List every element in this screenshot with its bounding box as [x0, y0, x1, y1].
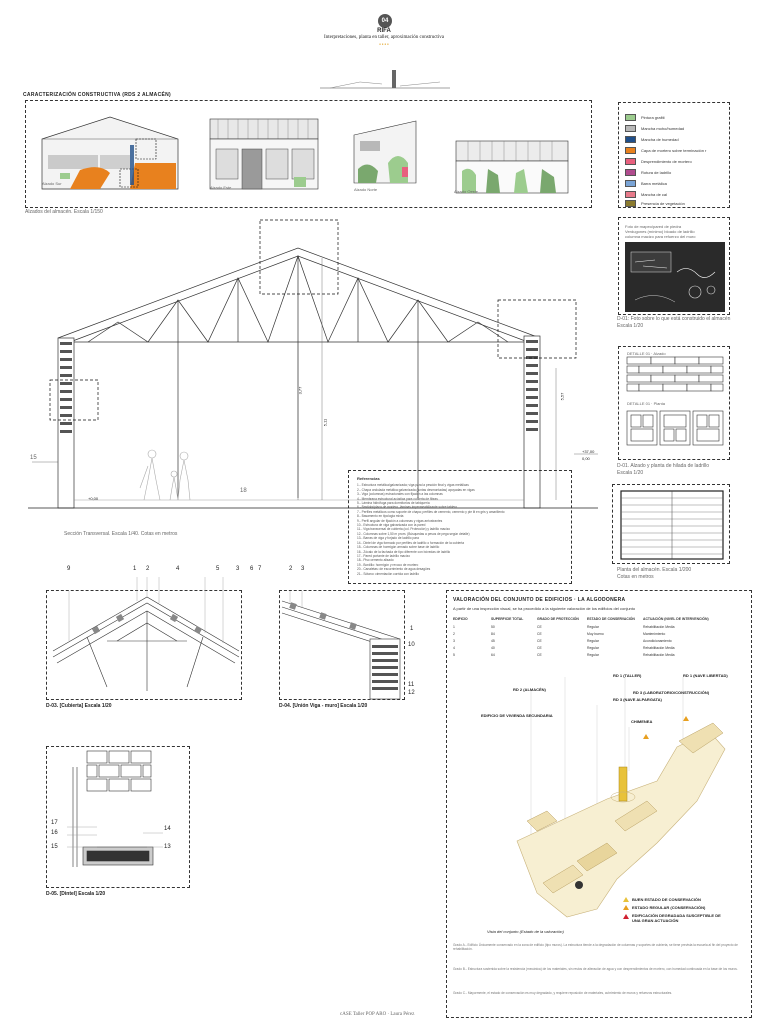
callout-label: RD 1 (TALLER)	[613, 673, 642, 678]
callout-number: 14	[164, 826, 171, 832]
legend-swatch	[625, 169, 636, 176]
photo-caption: D-01: Foto sobre lo que está construido el almacén	[617, 316, 731, 322]
valoracion-paragraph: Grado A.- Edificio Únicamente conservado en la zona de edificio (tipo muros). La estructura tiende a la degradación de columnas y soportes de cubierta, se tiene prevista la escuela al fin del proyecto de rehabilitación.	[453, 943, 738, 952]
elevations-caption: Alzados del almacén. Escala 1/150	[25, 209, 103, 215]
table-row: 5 64 CE Regular Rehabilitación Media	[453, 653, 675, 657]
callout-number: 6	[250, 566, 254, 572]
valoracion-box	[446, 590, 752, 1018]
key-triangle-icon	[623, 905, 629, 910]
dim-label: 18	[240, 488, 247, 494]
note-item: 9.- Perfil angular de fijación a columnas y vigas arriostrantes	[357, 518, 443, 523]
note-item: 12.- Columnas sobre 1,50 m prom. (Búsquedas a pesos de pega según detalle)	[357, 531, 470, 536]
legend-item: Desprendimiento de mortero	[625, 157, 692, 165]
note-item: 4.- Membrana estructural acústica para cubierta de fibras	[357, 496, 438, 501]
key-item: EDIFICACIÓN DEGRADADA SUSCEPTIBLE DE UNA GRAN ACTUACIÓN	[623, 913, 728, 923]
elevation-south	[40, 115, 180, 191]
brick-elevation	[627, 357, 723, 391]
legend-box	[618, 102, 730, 208]
note-item: 6.- Bastidor/placa de mortero, láminas impermeabilizante sobre tablero	[357, 505, 458, 510]
detail-union-drawing	[280, 591, 406, 701]
note-item: 11.- Viga transversal de cubierta (col. Protección) y ladrillo macizo	[357, 527, 451, 532]
skyline-sketch	[320, 64, 450, 90]
callout-number: 1	[410, 626, 414, 632]
note-item: 7.- Perfiles metálicos como soporte de chapa; perfiles de cemento, cemento y pie lit en gris y amarillento	[357, 509, 505, 514]
elevation-east	[208, 115, 320, 191]
elevation-west	[454, 139, 570, 195]
header-subtitle: Interpretaciones, planta en taller, aproximación constructiva	[324, 35, 444, 40]
caracterizacion-title: CARACTERIZACIÓN CONSTRUCTIVA (RDS 2 ALMACÉN)	[23, 92, 172, 98]
note-item: 10.- Estructura de viga galvanizada con la pared	[357, 523, 426, 528]
map-caption: Vista del conjunto (Estado de la valoración)	[487, 929, 564, 934]
dim-label: 5,57	[559, 392, 565, 401]
valoracion-paragraph: Grado B.- Estructura sostenida sobre la resistencia (mecánica) de los materiales, sin restos de alteración de agua y con desprendimientos de mortero, con humedad continuada en la base de los muros.	[453, 967, 738, 971]
dim-label: +37,00	[582, 449, 595, 454]
dim-label: 5,11	[322, 418, 328, 427]
legend-swatch	[625, 125, 636, 132]
elevation-label-north: Alzado Norte	[354, 187, 378, 192]
notes-box	[348, 470, 572, 584]
dim-label: 3,77	[297, 386, 303, 395]
table-row: 1 50 CE Regular Rehabilitación Media	[453, 625, 675, 629]
callout-number: 9	[67, 566, 71, 572]
note-item: 3.- Viga (columnas) estructurales con fijación a las columnas	[357, 492, 443, 497]
header	[0, 10, 768, 50]
header-badge: 04	[378, 14, 392, 28]
note-item: 13.- Barras de viga y forjado de ladrillo para	[357, 536, 419, 541]
dim-label: +0,00	[88, 496, 99, 501]
elevation-label-west: Alzado Oeste	[454, 189, 479, 194]
note-item: 15.- Columnas de hormigón armado sobre base de ladrillo	[357, 545, 440, 550]
callout-number: 4	[176, 566, 180, 572]
note-item: 2.- Chapa ondulada metálica galvanizada (juntas desmontadas) apoyadas en vigas	[357, 487, 475, 492]
callout-number: 10	[408, 642, 415, 648]
legend-item: Barra metálica	[625, 179, 667, 187]
callout-number: 2	[289, 566, 293, 572]
detail-cubierta-caption: D-03. [Cubierta] Escala 1/20	[46, 703, 112, 709]
valoracion-paragraph: Grado C.- Mayormente, el estado de conservación es muy degradado, y requiere reposición de materiales, cubrimiento de muros y refuerzos estructurales.	[453, 991, 673, 995]
callout-number: 11	[408, 682, 415, 688]
photo-text: Foto de mapeo/pared de piedra Verdugones (mínimo) bloado de ladrillo columna macizo para refuerzo del muro	[625, 224, 696, 239]
photo-scale: Escala 1/20	[617, 323, 644, 329]
callout-label: RD 3 (NAVE ALPARGATA)	[613, 697, 662, 702]
detail-dintel-drawing	[47, 747, 191, 889]
legend-swatch	[625, 147, 636, 154]
callout-number: 3	[301, 566, 305, 572]
note-item: 17.- Pared portante de ladrillo macizo	[357, 553, 410, 558]
note-item: 18.- Piso cemento alisado	[357, 558, 394, 563]
brick-label-b: DETALLE 01 · Planta	[627, 401, 665, 406]
callout-label: RD 3 (LABORATORIO/CONSTRUCCIÓN)	[633, 690, 710, 695]
callout-number: 13	[164, 844, 171, 850]
elevations-box	[25, 100, 592, 208]
key-item: ESTADO REGULAR (CONSERVACIÓN)	[623, 905, 728, 910]
key-triangle-icon	[623, 914, 629, 919]
detail-cubierta-box	[46, 590, 242, 700]
legend-item: Mancha de humedad	[625, 135, 679, 143]
header-code: RIFA	[377, 28, 391, 34]
photo-image	[625, 242, 725, 312]
table-header: EDIFICIO SUPERFICIE TOTAL GRADO DE PROTECCIÓN ESTADO DE CONSERVACIÓN ACTUACIÓN (NIVEL DE INTERVENCIÓN)	[453, 617, 709, 621]
callout-number: 1	[133, 566, 137, 572]
note-item: 14.- Dintel de viga formado por perfiles de ladrillo o formación de la cubierta	[357, 540, 465, 545]
valoracion-title: VALORACIÓN DEL CONJUNTO DE EDIFICIOS · LA ALGODONERA	[453, 597, 626, 603]
note-item: 1.- Estructura metálica/galvanizada; viga para la pesción final y vigas metálicas	[357, 483, 469, 488]
table-row: 2 84 CE Muy bueno Mantenimiento	[453, 632, 666, 636]
footer-credit: cASE Taller POP ARO · Laura Pérez	[340, 1012, 415, 1017]
brick-label-a: DETALLE 01 · Alzado	[627, 351, 666, 356]
elevation-label-east: Alzado Este	[210, 185, 232, 190]
legend-item: Rotura de ladrillo	[625, 168, 671, 176]
legend-item: Pintura grafiti	[625, 113, 665, 121]
callout-label: EDIFICIO DE VIVIENDA SECUNDARIA	[481, 713, 553, 718]
callout-number: 5	[216, 566, 220, 572]
legend-swatch	[625, 200, 636, 207]
floor-plan	[619, 489, 725, 561]
map-key	[623, 897, 728, 923]
callout-label: RD 2 (ALMACÉN)	[513, 687, 546, 692]
callout-label: RD 1 (NAVE LIBERTAD)	[683, 673, 728, 678]
legend-item: Mancha de cal	[625, 190, 667, 198]
elevation-north	[352, 119, 418, 185]
brick-plan	[627, 409, 723, 447]
note-item: 8.- Basamento en tipologia mixta	[357, 514, 404, 519]
plan-caption: Planta del almacén. Escala 1/200	[617, 567, 692, 573]
legend-swatch	[625, 158, 636, 165]
valoracion-subtitle: A partir de una inspección visual, se ha procedido a la siguiente valoración de los edificios del conjunto	[453, 606, 636, 611]
table-row: 3 45 CE Regular Acondicionamiento	[453, 639, 672, 643]
notes-title: Referencias	[357, 477, 380, 481]
photo-box	[618, 217, 730, 315]
note-item: 20.- Canaletas: de escurrimiento de agua desagües	[357, 567, 431, 572]
callout-number: 2	[146, 566, 150, 572]
legend-swatch	[625, 191, 636, 198]
callout-label: CHIMENEA	[631, 719, 653, 724]
legend-item: Capa de mortero sobre terminación r	[625, 146, 706, 154]
detail-dintel-caption: D-05. [Dintel] Escala 1/20	[46, 891, 106, 897]
plan-scale: Cotas en metros	[617, 574, 654, 580]
table-row: 4 40 CE Regular Rehabilitación Media	[453, 646, 675, 650]
legend-swatch	[625, 114, 636, 121]
callout-number: 17	[51, 820, 58, 826]
legend-swatch	[625, 180, 636, 187]
legend-swatch	[625, 136, 636, 143]
note-item: 19.- Bordillo: hormigón y revoco de mortero	[357, 562, 419, 567]
note-item: 21.- Sótano: cimentación corrida con ladrillo	[357, 571, 420, 576]
detail-cubierta-drawing	[47, 591, 243, 701]
elevation-label-south: Alzado Sur	[42, 181, 62, 186]
legend-item: Presencia de vegetación	[625, 199, 685, 207]
callout-number: 15	[51, 844, 58, 850]
callout-number: 3	[236, 566, 240, 572]
callout-number: 16	[51, 830, 58, 836]
brick-caption: D-01. Alzado y planta de hilada de ladrillo	[617, 463, 710, 469]
dim-label: 15	[30, 455, 37, 461]
detail-union-box	[279, 590, 405, 700]
note-item: 5.- Lámina hidrófuga para dormitorios de tabiquería	[357, 501, 430, 506]
brick-scale: Escala 1/20	[617, 470, 644, 476]
axonometric-map	[447, 661, 753, 931]
callout-number: 12	[408, 690, 415, 696]
transversal-caption: Sección Transversal. Escala 1/40. Cotas en metros	[64, 531, 178, 537]
plan-box	[612, 484, 730, 564]
key-triangle-icon	[623, 897, 629, 902]
legend-item: Mancha moho/humedad	[625, 124, 684, 132]
key-item: BUEN ESTADO DE CONSERVACIÓN	[623, 897, 728, 902]
dim-label: 0,00	[582, 456, 590, 461]
note-item: 16.- Zócalo de la fachada de tipo diferente con bóvedas de ladrillo	[357, 549, 451, 554]
callout-number: 7	[258, 566, 262, 572]
header-dots: ● ● ● ●	[379, 42, 389, 46]
detail-union-caption: D-04. [Unión Viga - muro] Escala 1/20	[279, 703, 368, 709]
detail-dintel-box	[46, 746, 190, 888]
brick-detail-box	[618, 346, 730, 460]
